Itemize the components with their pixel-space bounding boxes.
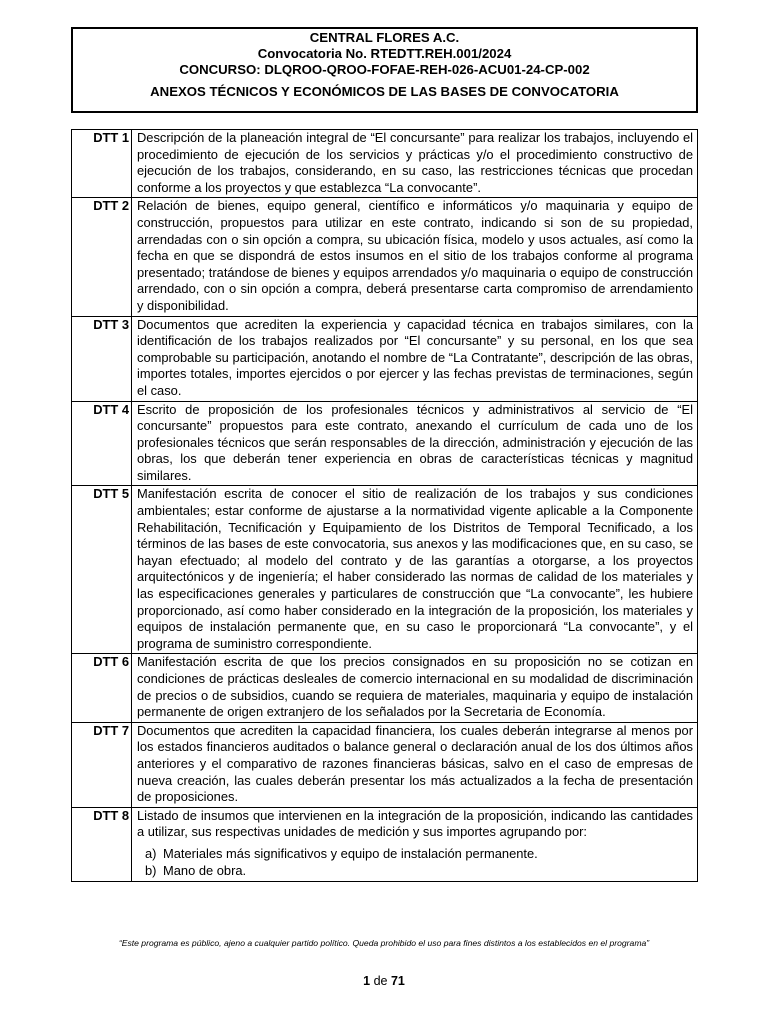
table-row (72, 198, 698, 316)
page-current: 1 (363, 974, 371, 988)
table-row (72, 807, 698, 881)
dtt-code: DTT 8 (72, 807, 132, 881)
list-item (145, 846, 693, 863)
concurso-code: CONCURSO: DLQROO-QROO-FOFAE-REH-026-ACU01-24-CP-002 (179, 62, 590, 77)
dtt-code: DTT 2 (72, 198, 132, 316)
dtt-description-cell (132, 722, 698, 807)
convocatoria-number: Convocatoria No. RTEDTT.REH.001/2024 (257, 46, 512, 61)
dtt-code: DTT 7 (72, 722, 132, 807)
table-row (72, 401, 698, 486)
page-number (0, 974, 768, 988)
list-marker: b) (145, 862, 157, 878)
sub-item-list (137, 846, 693, 879)
table-row (72, 722, 698, 807)
organization-name: CENTRAL FLORES A.C. (309, 30, 460, 45)
dtt-description-cell (132, 198, 698, 316)
dtt-description: Documentos que acrediten la capacidad financiera, los cuales deberán integrarse al menos por los estados financieros auditados o balance general o declaración anual de los dos últimos años anteriores y el comparativo de razones financieras básicas, salvo en el caso de empresas de nueva creación, las cuales deberán presentar los más actualizados a la fecha de presentación de proposiciones. (137, 722, 693, 805)
document-header (71, 27, 698, 113)
dtt-description: Documentos que acrediten la experiencia y capacidad técnica en trabajos similares, con la identificación de los trabajos realizados por “El concursante” y su personal, en los que sea comprobable su participación, anotando el nombre de “La Contratante”, descripción de las obras, importes totales, importes ejercidos o por ejercer y las fechas previstas de terminaciones, según el caso. (137, 316, 693, 398)
dtt-description: Manifestación escrita de que los precios consignados en su proposición no se cotizan en condiciones de prácticas desleales de comercio internacional en su modalidad de discriminación de precios o de subsidios, cuando se requiera de materiales, maquinaria y equipo de instalación permanente de origen extranjero de los señalados por la Secretaria de Economía. (137, 654, 693, 720)
list-item (145, 863, 693, 880)
dtt-description: Descripción de la planeación integral de “El concursante” para realizar los trabajos, incluyendo el procedimiento de ejecución de los servicios y prácticas y/o el procedimiento constructivo de ejecución de los trabajos, considerando, en su caso, las restricciones técnicas que procedan conforme a los proyectos y que establezca “La convocante”. (137, 130, 693, 195)
dtt-description-cell (132, 486, 698, 654)
dtt-description-cell (132, 130, 698, 198)
dtt-description: Escrito de proposición de los profesionales técnicos y administrativos al servicio de “El concursante” propuestos para este contrato, anexando el currículum de cada uno de los profesionales técnicos que serán responsables de la dirección, administración y ejecución de las obras, los que deberán tener experiencia en obras de características técnicas y magnitud similares. (137, 401, 693, 483)
list-item-text: Materiales más significativos y equipo de instalación permanente. (163, 845, 538, 861)
document-title: ANEXOS TÉCNICOS Y ECONÓMICOS DE LAS BASES DE CONVOCATORIA (150, 84, 619, 99)
dtt-description: Manifestación escrita de conocer el sitio de realización de los trabajos y sus condiciones ambientales; estar conforme de ajustarse a la normatividad vigente aplicable a la Componente Rehabilitación, Tecnificación y Equipamiento de los Distritos de Temporal Tecnificado, a los términos de las bases de este convocatoria, sus anexos y las modificaciones que, en su caso, se hayan efectuado; al modelo del contrato y de las garantías a otorgarse, a los proyectos arquitectónicos y de ingeniería; el haber considerado las normas de calidad de los materiales y las especificaciones generales y particulares de construcción que “La convocante”, les hubiere proporcionado, así como haber considerado en la integración de la proposición, los materiales y equipos de instalación permanente que, en su caso le proporcionará “La convocante”, y el programa de suministro correspondiente. (137, 486, 693, 651)
dtt-description-cell (132, 401, 698, 486)
dtt-code: DTT 3 (72, 316, 132, 401)
page-total: 71 (390, 974, 405, 988)
dtt-description-cell (132, 316, 698, 401)
table-row (72, 486, 698, 654)
annex-table (71, 129, 698, 882)
dtt-description-cell (132, 654, 698, 722)
dtt-description: Listado de insumos que intervienen en la integración de la proposición, indicando las cantidades a utilizar, sus respectivas unidades de medición y sus importes agrupando por: (137, 807, 693, 840)
dtt-code: DTT 5 (72, 486, 132, 654)
page-separator: de (373, 974, 388, 988)
table-row (72, 316, 698, 401)
list-item-text: Mano de obra. (163, 862, 247, 878)
dtt-code: DTT 6 (72, 654, 132, 722)
table-row (72, 654, 698, 722)
dtt-description-cell (132, 807, 698, 881)
list-marker: a) (145, 845, 157, 861)
legal-disclaimer: “Este programa es público, ajeno a cualquier partido político. Queda prohibido el uso para fines distintos a los establecidos en el programa” (118, 938, 650, 948)
dtt-code: DTT 1 (72, 130, 132, 198)
dtt-description: Relación de bienes, equipo general, científico e informáticos y/o maquinaria y equipo de construcción, propuestos para utilizar en este contrato, indicando si son de su propiedad, arrendadas con o sin opción a compra, su ubicación física, modelo y usos actuales, así como la fecha en que se dispondrá de estos insumos en el sitio de los trabajos conforme al programa presentado; tratándose de bienes y equipos arrendados y/o maquinaria o equipo de construcción arrendado, con o sin opción a compra, deberá presentarse carta compromiso de arrendamiento y disponibilidad. (137, 198, 693, 313)
dtt-code: DTT 4 (72, 401, 132, 486)
table-row (72, 130, 698, 198)
